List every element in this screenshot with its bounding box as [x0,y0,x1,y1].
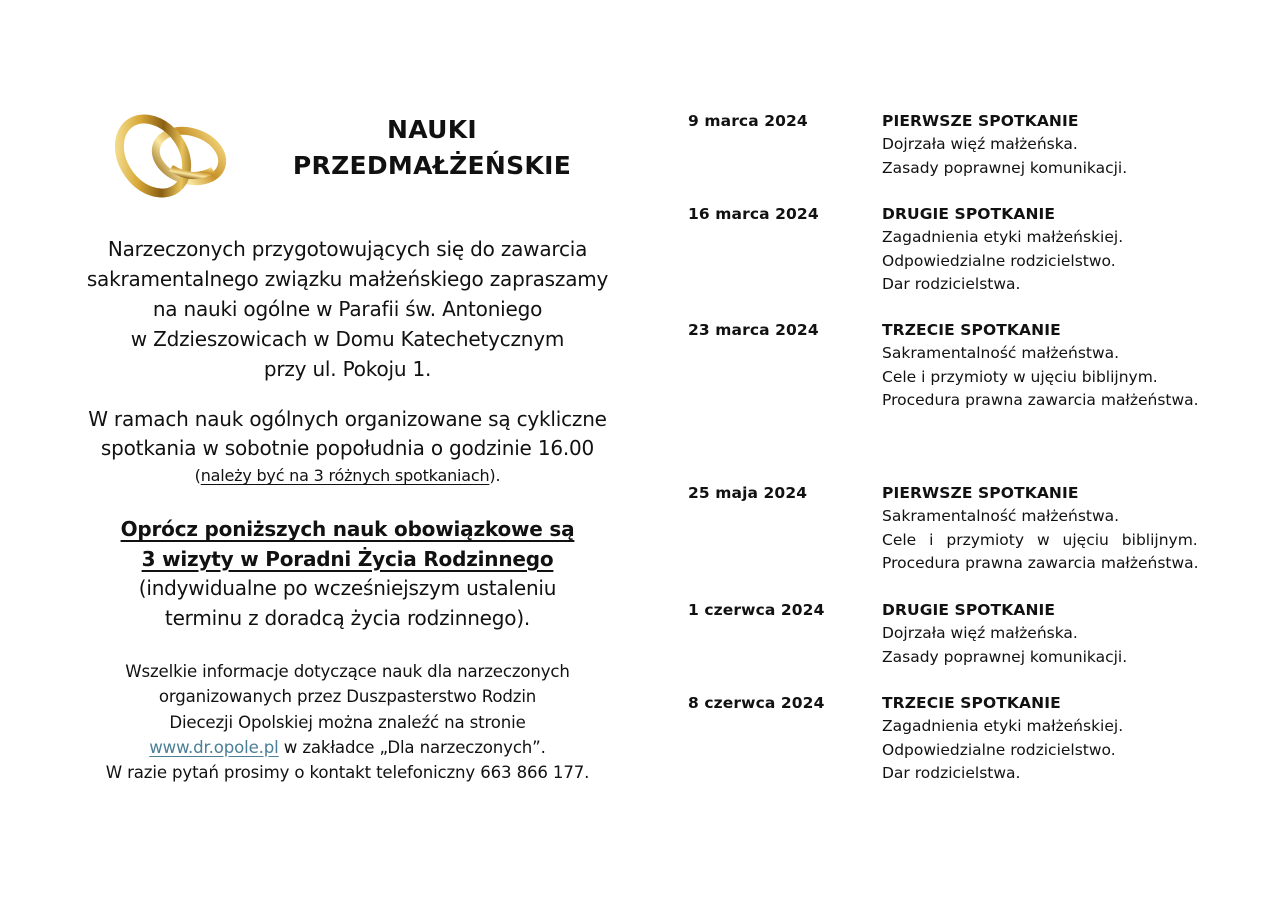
intro-line: przy ul. Pokoju 1. [263,357,432,381]
meeting-topic: Cele i przymioty w ujęciu biblijnym. [882,530,1198,549]
meeting-topic: Zagadnienia etyki małżeńskiej. [882,228,1124,247]
cycle-paragraph [80,405,615,489]
info-line: Wszelkie informacje dotyczące nauk dla narzeczonych [125,662,570,681]
meeting-date: 1 czerwca 2024 [688,601,825,619]
meeting-date: 8 czerwca 2024 [688,694,825,712]
requirement-bold-line: Oprócz poniższych nauk obowiązkowe są [120,517,575,541]
title-line-1: NAUKI [387,115,477,144]
requirement-line: terminu z doradcą życia rodzinnego). [164,605,531,630]
contact-line: W razie pytań prosimy o kontakt telefoniczny 663 866 177. [105,763,590,783]
intro-line: Narzeczonych przygotowujących się do zawarcia [107,237,588,261]
cycle-note [80,463,615,489]
meeting-title: TRZECIE SPOTKANIE [882,321,1061,339]
intro-line: na nauki ogólne w Parafii św. Antoniego [152,297,543,321]
meeting-topic: Dojrzała więź małżeńska. [882,135,1078,154]
meeting-topic: Dar rodzicielstwa. [882,275,1021,294]
info-line: Diecezji Opolskiej można znaleźć na stronie [169,712,526,732]
meeting-topic: Dojrzała więź małżeńska. [882,624,1078,643]
meeting-date: 9 marca 2024 [688,112,808,130]
meeting-topic: Zagadnienia etyki małżeńskiej. [882,717,1124,736]
meeting-title: DRUGIE SPOTKANIE [882,601,1056,619]
website-link[interactable]: www.dr.opole.pl [149,737,279,757]
wedding-rings-icon [113,110,231,205]
intro-line: w Zdzieszowicach w Domu Katechetycznym [130,327,565,351]
title-line-2: PRZEDMAŁŻEŃSKIE [292,151,572,180]
note-paren-open: ( [194,466,201,485]
note-underlined: należy być na 3 różnych spotkaniach [200,466,490,485]
meeting-date: 16 marca 2024 [688,205,819,223]
page-title [272,112,592,184]
meeting-title: DRUGIE SPOTKANIE [882,205,1056,223]
requirement-bold-line: 3 wizyty w Poradni Życia Rodzinnego [141,546,554,571]
cycle-line: spotkania w sobotnie popołudnia o godzinie 16.00 [100,436,595,460]
requirements-paragraph [80,515,615,633]
meeting-topic: Zasady poprawnej komunikacji. [882,647,1128,666]
meeting-topic: Odpowiedzialne rodzicielstwo. [882,251,1116,270]
info-paragraph [80,659,615,785]
meeting-topic: Sakramentalność małżeństwa. [882,344,1120,363]
info-line-rest: w zakładce „Dla narzeczonych”. [278,737,546,757]
info-line: organizowanych przez Duszpasterstwo Rodzin [158,687,537,707]
meeting-date: 25 maja 2024 [688,484,808,502]
intro-paragraph [80,234,615,384]
meeting-topic: Dar rodzicielstwa. [882,764,1021,783]
meeting-topic: Procedura prawna zawarcia małżeństwa. [882,391,1199,410]
meeting-date: 23 marca 2024 [688,321,819,339]
requirement-line: (indywidualne po wcześniejszym ustaleniu [138,576,557,600]
meeting-title: PIERWSZE SPOTKANIE [882,484,1079,502]
meeting-topic: Zasady poprawnej komunikacji. [882,158,1128,177]
meeting-title: PIERWSZE SPOTKANIE [882,112,1079,130]
note-paren-close: ). [489,466,501,485]
meeting-topic: Cele i przymioty w ujęciu biblijnym. [882,367,1158,386]
intro-line: sakramentalnego związku małżeńskiego zapraszamy [86,267,609,291]
meeting-topic: Procedura prawna zawarcia małżeństwa. [882,554,1199,573]
cycle-line: W ramach nauk ogólnych organizowane są cykliczne [88,407,607,431]
meeting-topic: Sakramentalność małżeństwa. [882,507,1120,526]
meeting-topic: Odpowiedzialne rodzicielstwo. [882,740,1116,759]
info-line [80,735,615,760]
meeting-title: TRZECIE SPOTKANIE [882,694,1061,712]
